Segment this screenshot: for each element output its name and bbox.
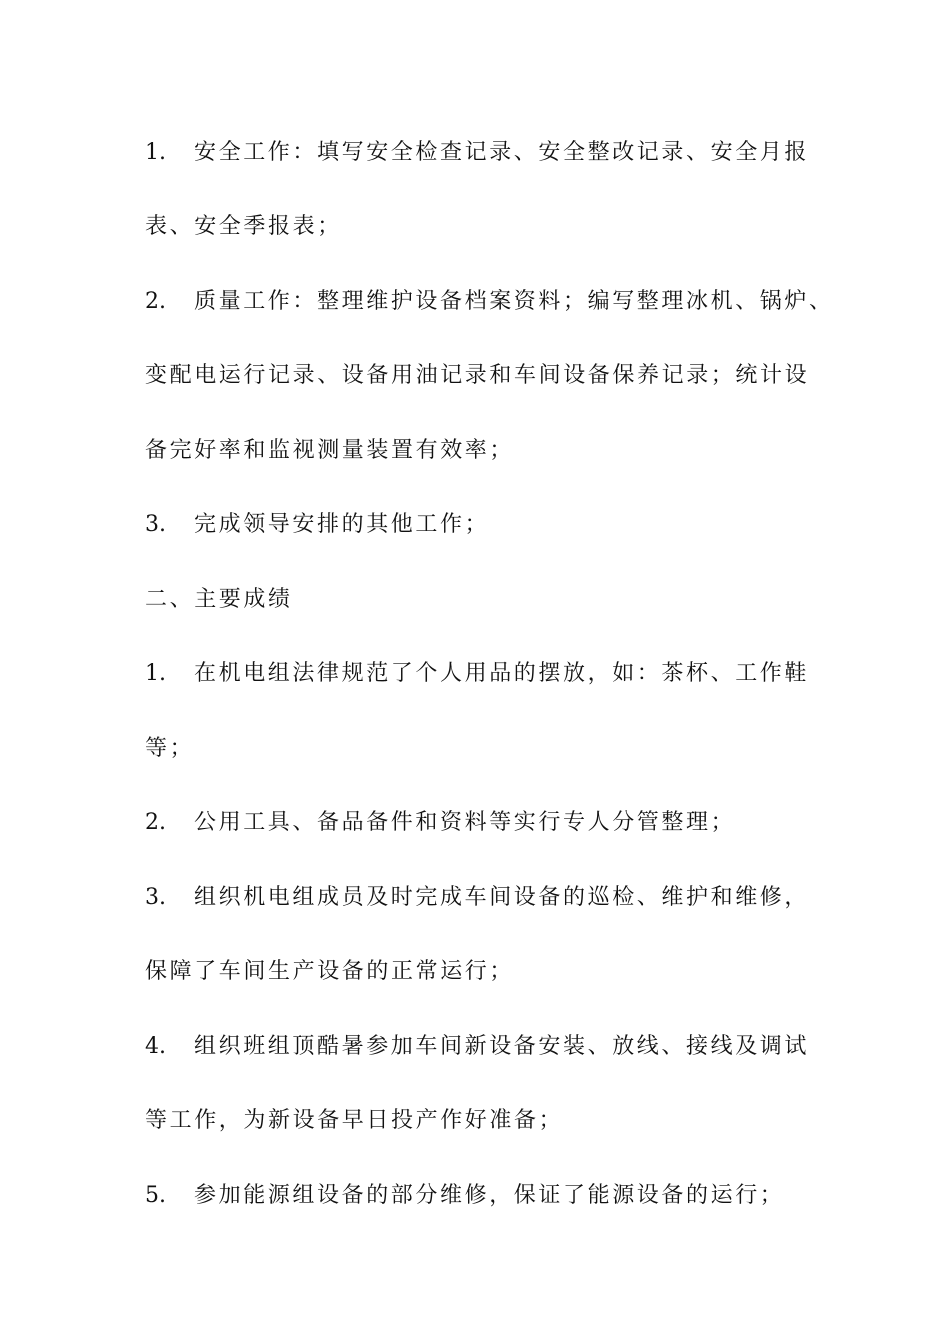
line-text: 在机电组法律规范了个人用品的摆放，如：茶杯、工作鞋	[194, 661, 810, 686]
text-line	[145, 212, 342, 242]
text-line	[145, 361, 809, 391]
list-item-achievement-1	[145, 659, 809, 689]
line-text: 组织机电组成员及时完成车间设备的巡检、维护和维修，	[194, 885, 810, 910]
item-number: 2.	[145, 289, 166, 314]
list-item-other-work	[145, 510, 489, 540]
item-number: 4.	[145, 1034, 166, 1059]
heading-text: 二、主要成绩	[145, 587, 293, 612]
line-text: 参加能源组设备的部分维修，保证了能源设备的运行；	[194, 1183, 785, 1208]
item-number: 2.	[145, 810, 166, 835]
item-number: 1.	[145, 140, 166, 165]
list-item-safety-work	[145, 138, 809, 168]
line-text: 变配电运行记录、设备用油记录和车间设备保养记录；统计设	[145, 363, 810, 388]
line-text: 组织班组顶酷暑参加车间新设备安装、放线、接线及调试	[194, 1034, 810, 1059]
section-heading	[145, 585, 293, 615]
line-text: 表、安全季报表；	[145, 214, 342, 239]
list-item-achievement-5	[145, 1181, 784, 1211]
item-number: 5.	[145, 1183, 166, 1208]
line-text: 完成领导安排的其他工作；	[194, 512, 490, 537]
text-line	[145, 734, 194, 764]
list-item-quality-work	[145, 287, 834, 317]
line-text: 等；	[145, 736, 195, 761]
text-line	[145, 436, 514, 466]
list-item-achievement-4	[145, 1032, 809, 1062]
line-text: 质量工作：整理维护设备档案资料；编写整理冰机、锅炉、	[194, 289, 834, 314]
text-line	[145, 1106, 563, 1136]
item-number: 3.	[145, 512, 166, 537]
list-item-achievement-2	[145, 808, 735, 838]
text-line	[145, 957, 514, 987]
item-number: 1.	[145, 661, 166, 686]
line-text: 安全工作：填写安全检查记录、安全整改记录、安全月报	[194, 140, 810, 165]
line-text: 等工作，为新设备早日投产作好准备；	[145, 1108, 564, 1133]
line-text: 公用工具、备品备件和资料等实行专人分管整理；	[194, 810, 736, 835]
item-number: 3.	[145, 885, 166, 910]
list-item-achievement-3	[145, 883, 809, 913]
line-text: 保障了车间生产设备的正常运行；	[145, 959, 515, 984]
line-text: 备完好率和监视测量装置有效率；	[145, 438, 515, 463]
